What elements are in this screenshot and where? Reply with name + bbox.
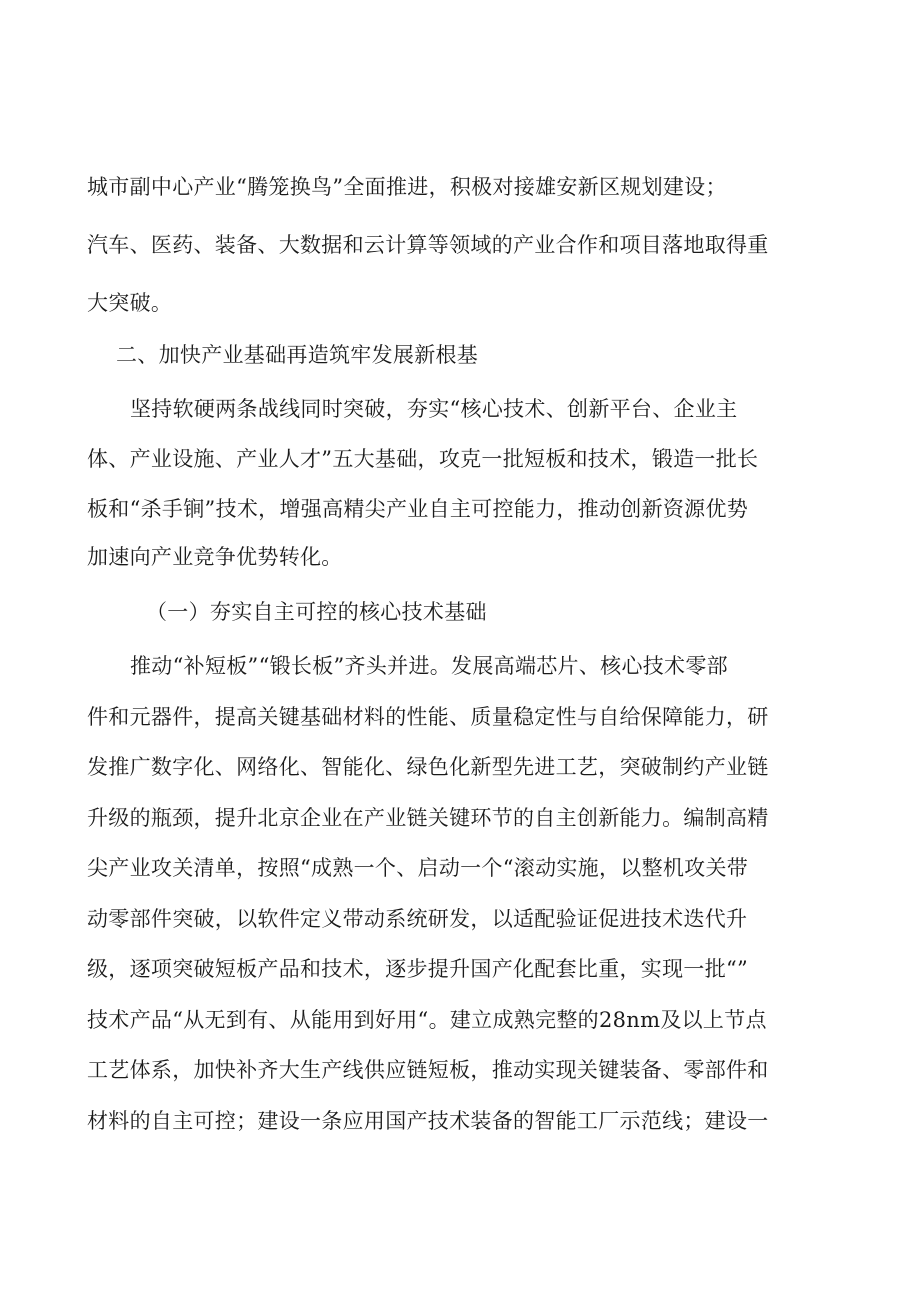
subsection-paragraph-line-5: 尖产业攻关清单，按照“成熟一个、启动一个“滚动实施，以整机攻关带 xyxy=(87,856,749,880)
subsection-paragraph-line-9: 工艺体系，加快补齐大生产线供应链短板，推动实现关键装备、零部件和 xyxy=(87,1058,769,1082)
intro-line-1: 城市副中心产业“腾笼换鸟”全面推进，积极对接雄安新区规划建设； xyxy=(87,175,727,199)
subsection-paragraph-line-4: 升级的瓶颈，提升北京企业在产业链关键环节的自主创新能力。编制高精 xyxy=(87,806,769,830)
section-paragraph-line-2: 体、产业设施、产业人才”五大基础，攻克一批短板和技术，锻造一批长 xyxy=(87,447,759,471)
subsection-paragraph-line-7: 级，逐项突破短板产品和技术，逐步提升国产化配套比重，实现一批“” xyxy=(87,957,749,981)
subsection-paragraph-line-1: 推动“补短板”“锻长板”齐头并进。发展高端芯片、核心技术零部 xyxy=(130,654,728,678)
subsection-paragraph-line-6: 动零部件突破，以软件定义带动系统研发，以适配验证促进技术迭代升 xyxy=(87,907,748,931)
section-paragraph-line-1: 坚持软硬两条战线同时突破，夯实“核心技术、创新平台、企业主 xyxy=(130,397,738,421)
section-paragraph-line-4: 加速向产业竞争优势转化。 xyxy=(87,545,343,569)
section-heading: 二、加快产业基础再造筑牢发展新根基 xyxy=(116,343,479,367)
intro-line-3: 大突破。 xyxy=(87,291,173,315)
subsection-paragraph-line-3: 发推广数字化、网络化、智能化、绿色化新型先进工艺，突破制约产业链 xyxy=(87,755,769,779)
subsection-paragraph-line-10: 材料的自主可控；建设一条应用国产技术装备的智能工厂示范线；建设一 xyxy=(87,1109,769,1133)
subsection-paragraph-line-8: 技术产品“从无到有、从能用到好用“。建立成熟完整的28nm及以上节点 xyxy=(87,1008,767,1032)
section-paragraph-line-3: 板和“杀手锏”技术，增强高精尖产业自主可控能力，推动创新资源优势 xyxy=(87,497,749,521)
subsection-paragraph-line-2: 件和元器件，提高关键基础材料的性能、质量稳定性与自给保障能力，研 xyxy=(87,705,769,729)
intro-line-2: 汽车、医药、装备、大数据和云计算等领域的产业合作和项目落地取得重 xyxy=(87,233,769,257)
subsection-heading: （一）夯实自主可控的核心技术基础 xyxy=(146,600,487,624)
